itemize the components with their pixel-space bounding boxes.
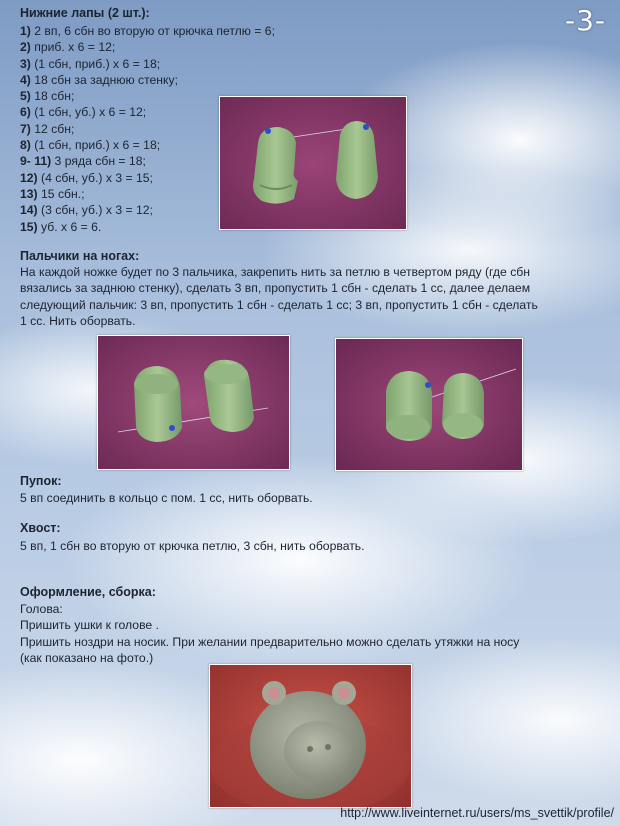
list-item: 5) 18 сбн; [20,89,75,104]
list-item: 12) (4 сбн, уб.) х 3 = 15; [20,170,153,185]
list-item: 14) (3 сбн, уб.) х 3 = 12; [20,203,153,218]
legs-heading: Нижние лапы (2 шт.): [20,6,150,20]
list-item: 2) приб. х 6 = 12; [20,40,116,55]
photo-toes-1 [97,335,290,470]
paragraph-line: Пришить ушки к голове . [20,618,159,633]
photo-toes-1-image [98,336,289,469]
paragraph-line: вязались за заднюю стенку), сделать 3 вп, пропустить 1 сбн - сделать 1 сс, далее делаем [20,281,531,296]
paragraph-line: 1 сс. Нить оборвать. [20,313,136,328]
list-item: 4) 18 сбн за заднюю стенку; [20,72,178,87]
list-item: 3) (1 сбн, приб.) х 6 = 18; [20,56,161,71]
photo-toes-2-image [336,339,522,470]
tail-text: 5 вп, 1 сбн во вторую от крючка петлю, 3 сбн, нить оборвать. [20,539,365,553]
toes-paragraph [20,264,538,329]
photo-legs [219,96,407,230]
tail-heading: Хвост: [20,521,61,535]
paragraph-line: (как показано на фото.) [20,650,154,665]
navel-text: 5 вп соединить в кольцо с пом. 1 сс, нить оборвать. [20,491,313,505]
list-item: 8) (1 сбн, приб.) х 6 = 18; [20,138,161,153]
list-item: 7) 12 сбн; [20,121,75,136]
list-item: 1) 2 вп, 6 сбн во вторую от крючка петлю = 6; [20,24,275,38]
list-item: 6) (1 сбн, уб.) х 6 = 12; [20,105,147,120]
page-number: -3- [564,4,606,37]
assembly-heading: Оформление, сборка: [20,585,156,599]
list-item: 15) уб. х 6 = 6. [20,219,102,234]
toes-heading: Пальчики на ногах: [20,249,140,263]
list-item: 13) 15 сбн.; [20,186,85,201]
photo-toes-2 [335,338,523,471]
paragraph-line: Пришить ноздри на носик. При желании предварительно можно сделать утяжки на носу [20,634,520,649]
paragraph-line: следующий пальчик: 3 вп, пропустить 1 сбн - сделать 1 сс; 3 вп, пропустить 1 сбн - сделать [20,297,538,312]
paragraph-line: Голова: [20,602,63,616]
list-item: 9- 11) 3 ряда сбн = 18; [20,154,146,169]
footer-url-link[interactable]: http://www.liveinternet.ru/users/ms_svettik/profile/ [340,806,614,820]
photo-head [209,664,412,808]
assembly-paragraph [20,601,519,666]
photo-head-image [210,665,411,807]
paragraph-line: На каждой ножке будет по 3 пальчика, закрепить нить за петлю в четвертом ряду (где сбн [20,265,531,279]
photo-legs-image [220,97,406,229]
navel-heading: Пупок: [20,474,62,488]
